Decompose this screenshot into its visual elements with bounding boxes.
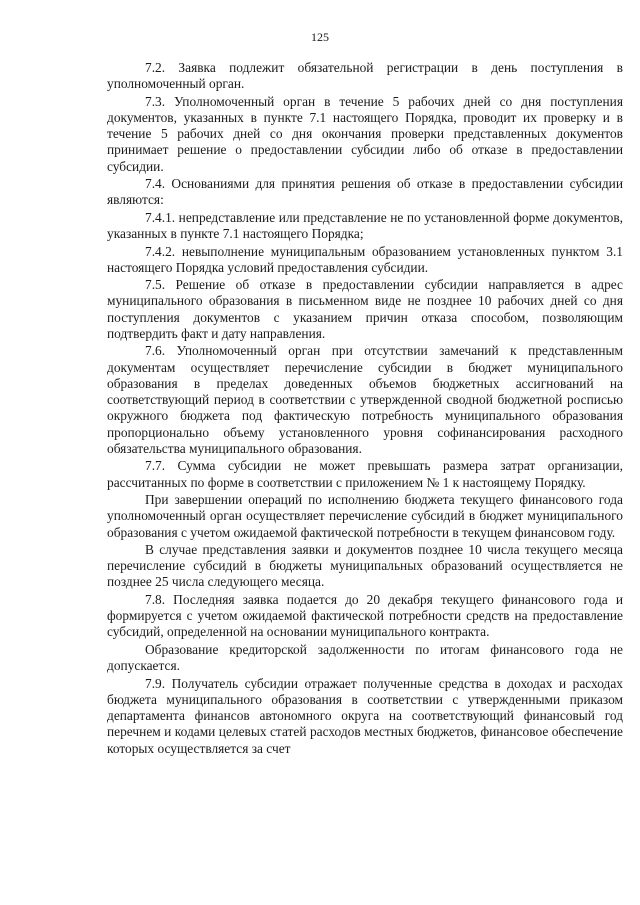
paragraph-7-4-1: 7.4.1. непредставление или представление не по установленной форме документов, указанных в пункте 7.1 настоящего Порядка; (107, 209, 623, 242)
paragraph-7-3: 7.3. Уполномоченный орган в течение 5 рабочих дней со дня поступления документов, указанных в пункте 7.1 настоящего Порядка, проводит их проверку и в течение 5 рабочих дней со дня окончания проверки представленных документов принимает решение о предоставлении субсидии либо об отказе в предоставлении субсидии. (107, 93, 623, 174)
paragraph-7-5: 7.5. Решение об отказе в предоставлении субсидии направляется в адрес муниципального образования в письменном виде не позднее 10 рабочих дней со дня поступления документов с указанием причин отказа способом, позволяющим подтвердить факт и дату направления. (107, 277, 623, 341)
paragraph-7-8: 7.8. Последняя заявка подается до 20 декабря текущего финансового года и формируется с учетом ожидаемой фактической потребности средств на предоставление субсидий, определенной на основании муниципального контракта. (107, 591, 623, 640)
paragraph-7-4-2: 7.4.2. невыполнение муниципальным образованием установленных пунктом 3.1 настоящего Порядка условий предоставления субсидии. (107, 243, 623, 275)
paragraph-late-application: В случае представления заявки и документов позднее 10 числа текущего месяца перечисление субсидий в бюджеты муниципальных образований осуществляется не позднее 25 числа следующего месяца. (107, 541, 623, 590)
paragraph-budget-completion: При завершении операций по исполнению бюджета текущего финансового года уполномоченный орган осуществляет перечисление субсидий в бюджет муниципального образования с учетом ожидаемой фактической потребности в текущем финансовом году. (107, 492, 623, 540)
paragraph-creditor-debt: Образование кредиторской задолженности по итогам финансового года не допускается. (107, 641, 623, 674)
paragraph-7-9: 7.9. Получатель субсидии отражает полученные средства в доходах и расходах бюджета муниципального образования в соответствии с утвержденными приказом департамента финансов автономного округа на соответствующий финансовый год перечнем и кодами целевых статей расходов местных бюджетов, финансовое обеспечение которых осуществляется за счет (107, 675, 623, 756)
paragraph-7-7: 7.7. Сумма субсидии не может превышать размера затрат организации, рассчитанных по форме в соответствии с приложением № 1 к настоящему Порядку. (107, 458, 623, 490)
document-body (107, 60, 623, 758)
paragraph-7-4: 7.4. Основаниями для принятия решения об отказе в предоставлении субсидии являются: (107, 176, 623, 208)
page-number: 125 (311, 30, 329, 44)
paragraph-7-6: 7.6. Уполномоченный орган при отсутствии замечаний к представленным документам осуществляет перечисление субсидии в бюджет муниципального образования в пределах доведенных объемов бюджетных ассигнований на соответствующий период в соответствии с утвержденной сводной бюджетной росписью окружного бюджета под фактическую потребность муниципального образования пропорционально объему установленного уровня софинансирования расходного обязательства муниципального образования. (107, 343, 623, 456)
paragraph-7-2: 7.2. Заявка подлежит обязательной регистрации в день поступления в уполномоченный орган. (107, 60, 623, 92)
